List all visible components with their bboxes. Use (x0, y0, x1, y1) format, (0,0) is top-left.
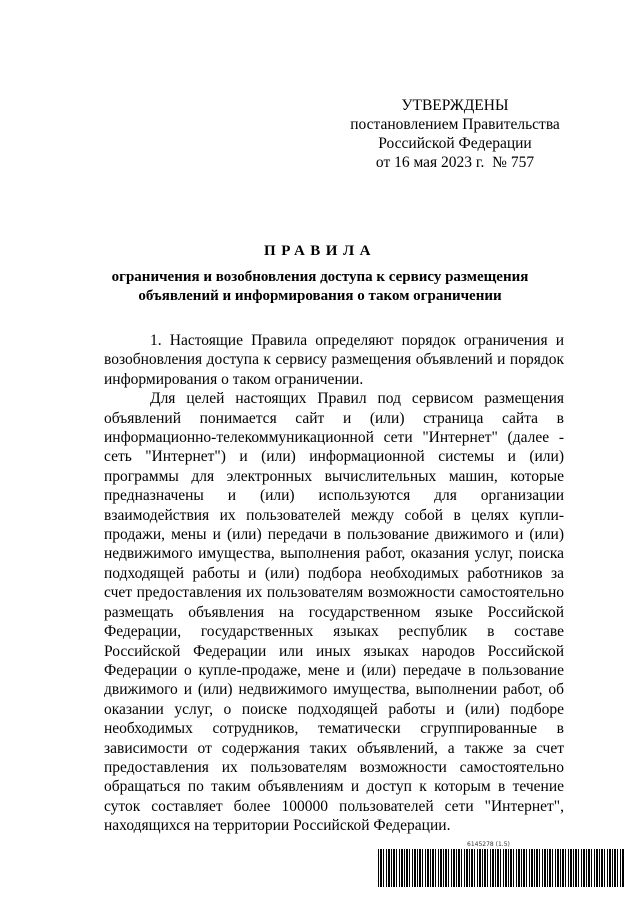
barcode-image (378, 849, 624, 887)
approval-heading: УТВЕРЖДЕНЫ (401, 97, 509, 114)
paragraph: 1. Настоящие Правила определяют порядок ограничения и возобновления доступа к сервису размещения объявлений и порядок информирования о таком ограничении. (104, 332, 564, 388)
paragraph: Для целей настоящих Правил под сервисом размещения объявлений понимается сайт и (или) страница сайта в информационно-телекоммуникационной сети "Интернет" (далее - сеть "Интернет") и (или) информационной системы и (или) программы для электронных вычислительных машин, которые предназначены и (или) используются для организации взаимодействия их пользователей между собой в целях купли-продажи, мены и (или) передачи в пользование движимого и (или) недвижимого имущества, выполнения работ, оказания услуг, поиска подходящей работы и (или) подбора необходимых работников за счет предоставления их пользователям возможности самостоятельно размещать объявления на государственном языке Российской Федерации, государственных языках республик в составе Российской Федерации или иных языках народов Российской Федерации о купле-продаже, мене и (или) передаче в пользование движимого и (или) недвижимого имущества, выполнении работ, об оказании услуг, о поиске подходящей работы и (или) подборе необходимых сотрудников, тематически сгруппированные в зависимости от содержания таких объявлений, а также за счет предоставления их пользователям возможности самостоятельно обращаться по таким объявлениям и доступ к которым в течение суток составляет более 100000 пользователей сети "Интернет", находящихся на территории Российской Федерации. (104, 390, 564, 835)
document-subtitle (100, 268, 540, 306)
approval-line: постановлением Правительства (350, 116, 560, 133)
approval-line: Российской Федерации (378, 135, 532, 152)
document-title: ПРАВИЛА (264, 243, 376, 259)
subtitle-line: объявлений и информирования о таком ограничении (138, 288, 502, 304)
subtitle-line: ограничения и возобновления доступа к сервису размещения (111, 269, 529, 285)
approval-block (330, 96, 580, 172)
document-body (104, 331, 564, 836)
document-id-stamp: 6145278 (1.5) (467, 841, 510, 848)
approval-date: от 16 мая 2023 г. № 757 (375, 154, 535, 171)
